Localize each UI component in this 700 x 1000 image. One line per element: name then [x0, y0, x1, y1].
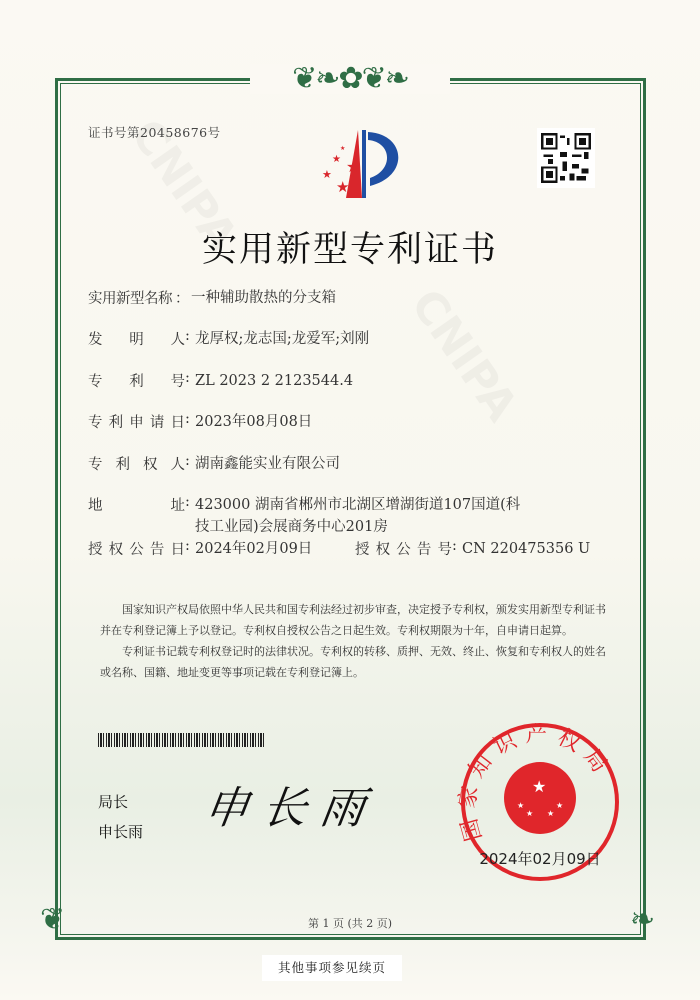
- signatory-title: 局长: [98, 793, 129, 811]
- svg-text:★: ★: [547, 809, 555, 818]
- field-label: 地址: [88, 498, 185, 514]
- qr-code[interactable]: [537, 128, 595, 188]
- field-value: 2023年08月08日: [195, 414, 313, 430]
- field-value: 一种辅助散热的分支箱: [191, 290, 336, 306]
- field-label: 专利权人: [88, 457, 185, 473]
- field-value: 龙厚权;龙志国;龙爱军;刘刚: [195, 331, 370, 347]
- field-address: 地址 : 423000 湖南省郴州市北湖区增湖街道107国道(科技工业园)会展商务中心201房: [88, 494, 525, 538]
- cnipa-logo-icon: [318, 128, 408, 200]
- certificate-number: 证书号第20458676号: [88, 125, 221, 140]
- field-value: 423000 湖南省郴州市北湖区增湖街道107国道(科技工业园)会展商务中心201房: [195, 497, 521, 535]
- continuation-note: 其他事项参见续页: [262, 955, 402, 981]
- field-patent-number: 专利号 : ZL 2023 2 2123544.4: [88, 370, 354, 390]
- field-patentee: 专利权人 : 湖南鑫能实业有限公司: [88, 453, 340, 473]
- field-label: 授权公告日: [88, 542, 185, 558]
- top-ornament-icon: ❦❧✿❦❧: [250, 64, 450, 94]
- svg-text:★: ★: [517, 801, 525, 810]
- field-application-date: 专利申请日 : 2023年08月08日: [88, 411, 313, 431]
- field-value: 湖南鑫能实业有限公司: [195, 456, 340, 472]
- barcode: [98, 733, 264, 747]
- seal-date: 2024年02月09日: [479, 850, 601, 868]
- svg-text:★: ★: [336, 178, 350, 196]
- corner-ornament-icon: ❦: [40, 902, 66, 937]
- body-paragraph: 国家知识产权局依照中华人民共和国专利法经过初步审查，决定授予专利权，颁发实用新型专利证书并在专利登记簿上予以登记。专利权自授权公告之日起生效。专利权期限为十年，自申请日起算。: [100, 603, 606, 637]
- signatory-name: 申长雨: [98, 823, 144, 841]
- field-label: 专利号: [88, 374, 185, 390]
- national-emblem-icon: [504, 762, 576, 834]
- field-inventors: 发明人 : 龙厚权;龙志国;龙爱军;刘刚: [88, 328, 370, 348]
- field-value: CN 220475356 U: [462, 541, 591, 557]
- field-value: 2024年02月09日: [195, 541, 313, 557]
- seal-text: 国家知识产权局: [455, 722, 617, 844]
- svg-text:★: ★: [532, 777, 547, 796]
- svg-text:★: ★: [332, 154, 341, 165]
- page-title: 实用新型专利证书: [201, 230, 498, 270]
- field-label: 专利申请日: [88, 415, 185, 431]
- svg-text:★: ★: [346, 157, 361, 176]
- field-grant-date: 授权公告日 : 2024年02月09日 授权公告号 : CN 220475356 U: [88, 538, 591, 558]
- field-label: 发明人: [88, 332, 185, 348]
- svg-text:★: ★: [556, 801, 564, 810]
- official-seal: [455, 718, 625, 888]
- field-value: ZL 2023 2 2123544.4: [195, 373, 354, 389]
- field-label: 实用新型名称: [88, 291, 172, 307]
- page-info: 第 1 页 (共 2 页): [307, 917, 393, 930]
- field-label: 授权公告号: [355, 542, 452, 558]
- field-name: 实用新型名称 ： 一种辅助散热的分支箱: [88, 287, 336, 309]
- svg-text:★: ★: [322, 168, 332, 181]
- body-paragraph: 专利证书记载专利权登记时的法律状况。专利权的转移、质押、无效、终止、恢复和专利权人的姓名或名称、国籍、地址变更等事项记载在专利登记簿上。: [100, 645, 606, 679]
- corner-ornament-icon: ❧: [630, 902, 656, 937]
- svg-text:★: ★: [526, 809, 534, 818]
- signature: 申长雨: [200, 783, 382, 834]
- svg-text:★: ★: [340, 145, 346, 152]
